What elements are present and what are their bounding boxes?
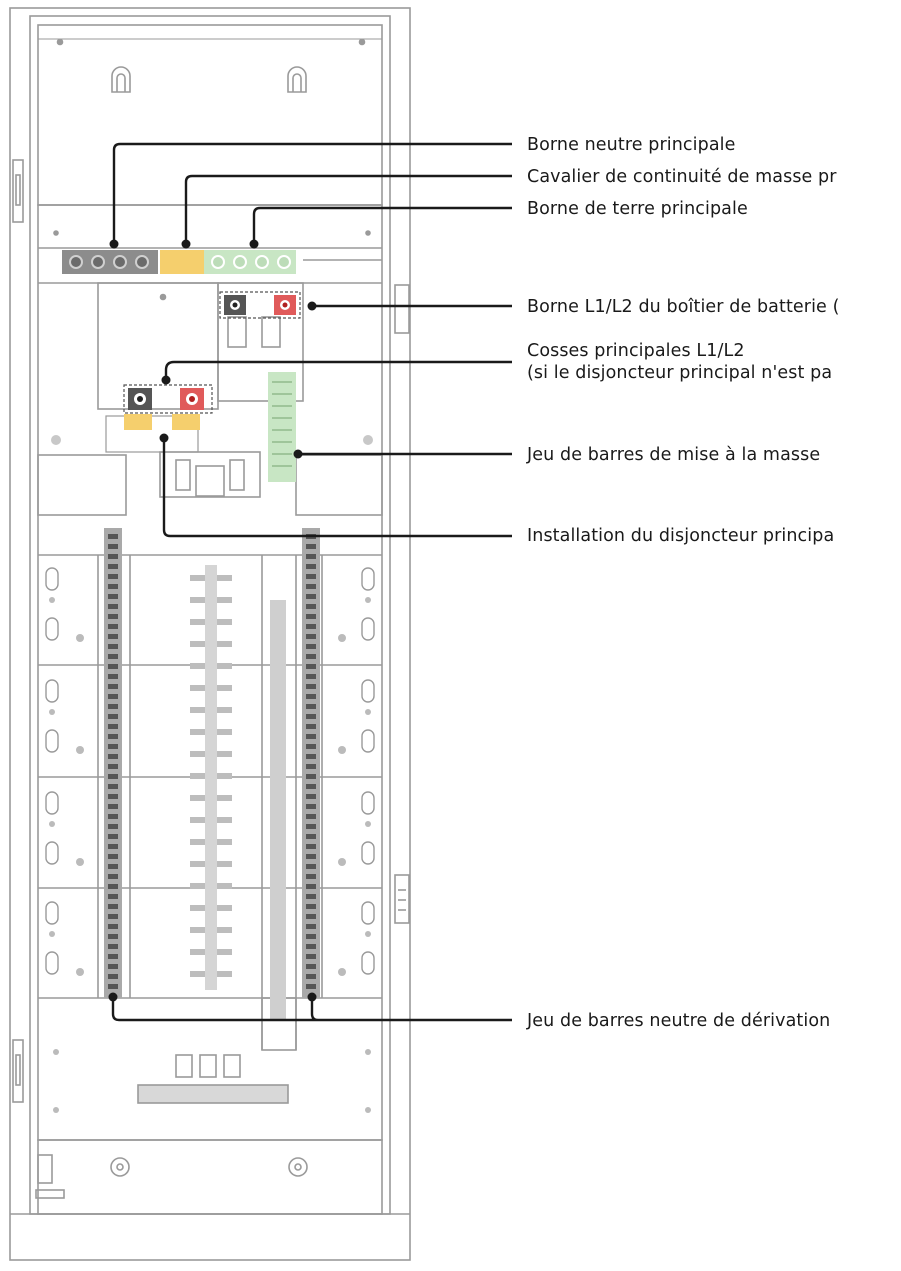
bus-tooth <box>108 974 118 979</box>
slot-knockout <box>362 952 374 974</box>
slot-knockout <box>46 618 58 640</box>
bus-tooth <box>108 564 118 569</box>
slot-knockout <box>46 680 58 702</box>
slot-knockout <box>362 792 374 814</box>
slot-knockout <box>46 902 58 924</box>
bus-stab <box>217 861 232 867</box>
bus-stab <box>217 817 232 823</box>
center-bus <box>205 565 217 990</box>
bus-stab <box>190 773 205 779</box>
label-main-lugs-line1: Cosses principales L1/L2 <box>527 341 745 361</box>
bus-stab <box>190 861 205 867</box>
bus-tooth <box>306 794 316 799</box>
ground-jumper <box>160 250 204 274</box>
bus-tooth <box>306 984 316 989</box>
leader-ground-main <box>254 208 512 244</box>
bus-stab <box>190 619 205 625</box>
label-main-breaker: Installation du disjoncteur principa <box>527 526 835 546</box>
bus-stab <box>190 795 205 801</box>
bus-tooth <box>306 734 316 739</box>
bus-tooth <box>306 814 316 819</box>
slot-dot <box>49 821 55 827</box>
label-main-lugs <box>527 340 832 384</box>
bus-stab <box>217 575 232 581</box>
bus-stab <box>217 707 232 713</box>
bus-tooth <box>108 734 118 739</box>
latch-right-mid <box>395 875 409 923</box>
bus-stab <box>190 905 205 911</box>
bus-tooth <box>306 974 316 979</box>
bus-tooth <box>108 634 118 639</box>
leader-ground-jumper <box>186 176 512 244</box>
slot-knockout <box>46 842 58 864</box>
bus-tooth <box>306 874 316 879</box>
bus-stab <box>217 685 232 691</box>
bus-tooth <box>306 904 316 909</box>
slot-knockout <box>362 680 374 702</box>
label-battery-terminal: Borne L1/L2 du boîtier de batterie ( <box>527 297 840 317</box>
slot-knockout <box>46 568 58 590</box>
slot-dot <box>49 931 55 937</box>
bus-tooth <box>306 674 316 679</box>
bus-tooth <box>108 924 118 929</box>
label-neutral-main: Borne neutre principale <box>527 135 736 155</box>
bus-tooth <box>108 574 118 579</box>
bus-stab <box>190 641 205 647</box>
bus-stab <box>217 905 232 911</box>
slot-dot <box>338 968 346 976</box>
bus-tooth <box>306 914 316 919</box>
slot-dot <box>76 634 84 642</box>
bus-tooth <box>108 544 118 549</box>
slot-dot <box>76 858 84 866</box>
bus-tooth <box>108 694 118 699</box>
bus-tooth <box>108 854 118 859</box>
bus-tooth <box>306 864 316 869</box>
bus-tooth <box>306 884 316 889</box>
bus-tooth <box>108 774 118 779</box>
bus-tooth <box>306 684 316 689</box>
bus-stab <box>190 663 205 669</box>
bus-tooth <box>306 614 316 619</box>
bus-tooth <box>108 794 118 799</box>
bus-stab <box>190 927 205 933</box>
slot-dot <box>76 746 84 754</box>
bus-tooth <box>306 624 316 629</box>
bus-tooth <box>306 604 316 609</box>
latch-right-top <box>395 285 409 333</box>
bus-tooth <box>306 594 316 599</box>
bus-tooth <box>108 724 118 729</box>
slot-dot <box>365 821 371 827</box>
bus-stab <box>190 751 205 757</box>
bus-tooth <box>108 604 118 609</box>
bus-stab <box>217 795 232 801</box>
bus-tooth <box>108 984 118 989</box>
bus-tooth <box>306 744 316 749</box>
label-main-lugs-line2: (si le disjoncteur principal n'est pa <box>527 363 833 383</box>
hinge-bottom-left <box>13 1040 23 1102</box>
bus-tooth <box>108 644 118 649</box>
bus-tooth <box>108 864 118 869</box>
slot-dot <box>338 634 346 642</box>
bus-tooth <box>306 804 316 809</box>
bus-tooth <box>108 764 118 769</box>
label-ground-jumper: Cavalier de continuité de masse pr <box>527 167 837 187</box>
slot-dot <box>338 858 346 866</box>
bus-tooth <box>108 594 118 599</box>
top-inner-panel <box>38 25 382 205</box>
slot-knockout <box>362 568 374 590</box>
bus-tooth <box>306 644 316 649</box>
slot-dot <box>76 968 84 976</box>
bottom-terminal-strip <box>138 1085 288 1103</box>
main-breaker-lug-right <box>172 414 200 430</box>
bus-tooth <box>108 584 118 589</box>
bus-tooth <box>108 784 118 789</box>
main-breaker-lug-left <box>124 414 152 430</box>
bus-tooth <box>306 924 316 929</box>
bus-tooth <box>306 564 316 569</box>
bus-tooth <box>306 964 316 969</box>
bus-tooth <box>108 804 118 809</box>
bus-tooth <box>108 904 118 909</box>
bottom-panel <box>38 1140 382 1214</box>
bus-tooth <box>108 934 118 939</box>
bus-tooth <box>108 884 118 889</box>
bus-tooth <box>306 664 316 669</box>
slot-dot <box>365 931 371 937</box>
bus-tooth <box>108 684 118 689</box>
bus-tooth <box>306 894 316 899</box>
bus-tooth <box>108 704 118 709</box>
bus-stab <box>190 685 205 691</box>
bus-tooth <box>108 674 118 679</box>
bus-tooth <box>108 894 118 899</box>
slot-knockout <box>46 792 58 814</box>
bus-tooth <box>108 554 118 559</box>
bus-stab <box>217 641 232 647</box>
main-breaker-mount <box>160 452 260 497</box>
bus-tooth <box>306 704 316 709</box>
bus-stab <box>217 839 232 845</box>
bus-tooth <box>306 764 316 769</box>
slot-dot <box>49 709 55 715</box>
bus-tooth <box>306 714 316 719</box>
bus-stab <box>190 707 205 713</box>
bus-tooth <box>306 854 316 859</box>
bus-tooth <box>108 614 118 619</box>
bus-stab <box>217 971 232 977</box>
bus-tooth <box>108 664 118 669</box>
bus-tooth <box>108 714 118 719</box>
bus-tooth <box>306 584 316 589</box>
bus-stab <box>217 949 232 955</box>
bus-stab <box>217 619 232 625</box>
bus-tooth <box>306 844 316 849</box>
slot-dot <box>365 709 371 715</box>
label-ground-bus: Jeu de barres de mise à la masse <box>527 445 821 465</box>
bus-tooth <box>306 574 316 579</box>
bus-tooth <box>108 824 118 829</box>
slot-knockout <box>46 952 58 974</box>
bus-tooth <box>108 834 118 839</box>
bus-tooth <box>108 754 118 759</box>
slot-dot <box>49 597 55 603</box>
bus-tooth <box>306 934 316 939</box>
label-ground-main: Borne de terre principale <box>527 199 748 219</box>
bus-stab <box>190 949 205 955</box>
bus-tooth <box>108 814 118 819</box>
label-branch-neutral-bus: Jeu de barres neutre de dérivation <box>527 1011 831 1031</box>
bus-tooth <box>306 724 316 729</box>
bus-tooth <box>306 824 316 829</box>
bus-tooth <box>306 554 316 559</box>
bus-tooth <box>306 954 316 959</box>
bus-tooth <box>306 784 316 789</box>
bus-tooth <box>108 964 118 969</box>
knockout-left <box>112 67 130 92</box>
bus-tooth <box>108 534 118 539</box>
bus-tooth <box>108 624 118 629</box>
bus-tooth <box>306 774 316 779</box>
slot-knockout <box>362 730 374 752</box>
bus-stab <box>190 575 205 581</box>
bus-stab <box>217 729 232 735</box>
hinge-top-left <box>13 160 23 222</box>
slot-knockout <box>362 618 374 640</box>
bus-stab <box>190 729 205 735</box>
bus-tooth <box>108 954 118 959</box>
bus-tooth <box>306 694 316 699</box>
bus-stab <box>217 773 232 779</box>
bus-stab <box>190 839 205 845</box>
leader-neutral-main <box>114 144 512 244</box>
bus-tooth <box>108 844 118 849</box>
bus-tooth <box>108 874 118 879</box>
bus-stab <box>217 883 232 889</box>
bus-stab <box>217 927 232 933</box>
bus-tooth <box>108 654 118 659</box>
bus-tooth <box>306 654 316 659</box>
bus-tooth <box>306 944 316 949</box>
bus-tooth <box>306 754 316 759</box>
bus-tooth <box>306 544 316 549</box>
knockout-right <box>288 67 306 92</box>
slot-dot <box>365 597 371 603</box>
bus-tooth <box>306 834 316 839</box>
bus-tooth <box>108 914 118 919</box>
bus-stab <box>217 597 232 603</box>
slot-knockout <box>362 902 374 924</box>
bus-stab <box>190 597 205 603</box>
bus-stab <box>190 883 205 889</box>
bus-tooth <box>108 744 118 749</box>
slot-dot <box>338 746 346 754</box>
bus-stab <box>217 751 232 757</box>
slot-knockout <box>362 842 374 864</box>
slot-knockout <box>46 730 58 752</box>
bus-tooth <box>108 944 118 949</box>
bus-stab <box>217 663 232 669</box>
bus-tooth <box>306 634 316 639</box>
bus-stab <box>190 817 205 823</box>
bus-stab <box>190 971 205 977</box>
right-bus-rail <box>270 600 286 1020</box>
